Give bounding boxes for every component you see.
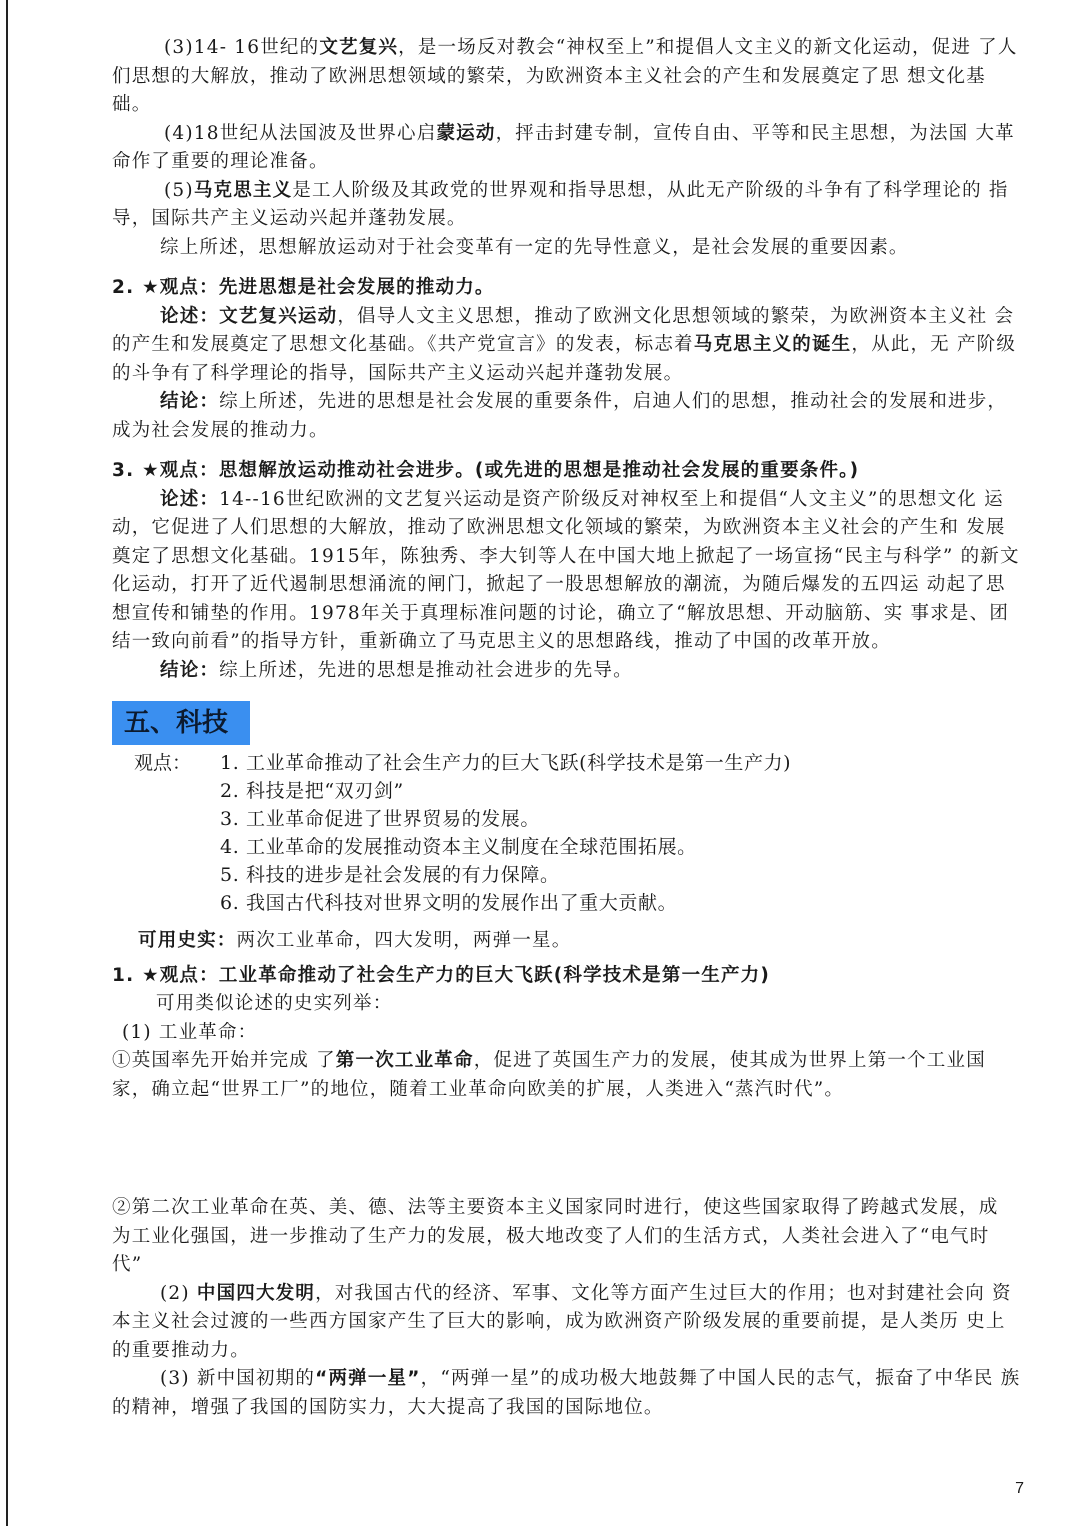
views-item: 6. 我国古代科技对世界文明的发展作出了重大贡献。 [220, 892, 678, 914]
view-2-title: 2. ★观点：先进思想是社会发展的推动力。 [112, 277, 495, 298]
industrial-point-2: ②第二次工业革命在英、美、德、法等主要资本主义国家同时进行，使这些国家取得了跨越式发展，成 为工业化强国，进一步推动了生产力的发展，极大地改变了人们的生活方式，人类社会进入了“电气时 代” [112, 1197, 999, 1275]
two-bombs-one-satellite: (3) 新中国初期的“两弹一星”，“两弹一星”的成功极大地鼓舞了中国人民的志气，振奋了中华民 族的精神，增强了我国的国防实力，大大提高了我国的国际地位。 [112, 1368, 1021, 1418]
page-number: 7 [1015, 1480, 1024, 1497]
intro-item-5: (5)马克思主义是工人阶级及其政党的世界观和指导思想，从此无产阶级的斗争有了科学理论的 指导，国际共产主义运动兴起并蓬勃发展。 [112, 179, 1009, 229]
blank-space [112, 1104, 1024, 1194]
view-3-conclusion: 结论：综上所述，先进的思想是推动社会进步的先导。 [160, 659, 633, 681]
industrial-view-title: 1. ★观点：工业革命推动了社会生产力的巨大飞跃(科学技术是第一生产力) [112, 964, 771, 986]
views-item: 1. 工业革命推动了社会生产力的巨大飞跃(科学技术是第一生产力) [220, 752, 792, 774]
views-item: 3. 工业革命促进了世界贸易的发展。 [220, 808, 540, 830]
section-heading-tech: 五、科技 [112, 701, 250, 745]
document-page [112, 34, 1024, 1422]
industrial-subtitle: (1) 工业革命： [122, 1021, 258, 1043]
view-2-conclusion: 结论：综上所述，先进的思想是社会发展的重要条件，启迪人们的思想，推动社会的发展和进步， 成为社会发展的推动力。 [112, 391, 1008, 441]
view-3-argument: 论述：14--16世纪欧洲的文艺复兴运动是资产阶级反对神权至上和提倡“人文主义”的思想文化 运动，它促进了人们思想的大解放，推动了欧洲思想文化领域的繁荣，为欧洲资本主义社会的产生和 发展奠定了思想文化基础。1915年，陈独秀、李大钊等人在中国大地上掀起了一场宣扬“民主与科学” 的新文化运动，打开了近代遏制思想涌流的闸门，掀起了一股思想解放的潮流，为随后爆发的五四运 动起了思想宣传和铺垫的作用。1978年关于真理标准问题的讨论，确立了“解放思想、开动脑筋、实 事求是、团结一致向前看”的指导方针，重新确立了马克思主义的思想路线，推动了中国的改革开放。 [112, 488, 1020, 652]
intro-item-3: (3)14- 16世纪的文艺复兴，是一场反对教会“神权至上”和提倡人文主义的新文化运动，促进 了人们思想的大解放，推动了欧洲思想领域的繁荣，为欧洲资本主义社会的产生和发展奠定了思 想文化基础。 [112, 37, 1018, 115]
industrial-intro: 可用类似论述的史实列举： [156, 993, 393, 1014]
views-item: 2. 科技是把“双刃剑” [220, 780, 404, 802]
left-edge-rule [6, 0, 8, 1526]
view-3-title: 3. ★观点：思想解放运动推动社会进步。(或先进的思想是推动社会发展的重要条件。) [112, 460, 860, 481]
intro-summary: 综上所述，思想解放运动对于社会变革有一定的先导性意义，是社会发展的重要因素。 [160, 236, 909, 258]
views-label: 观点： [134, 752, 192, 774]
views-item: 4. 工业革命的发展推动资本主义制度在全球范围拓展。 [220, 836, 697, 858]
usable-history: 可用史实：两次工业革命，四大发明，两弹一星。 [138, 930, 572, 951]
industrial-point-1: ①英国率先开始并完成 了第一次工业革命，促进了英国生产力的发展，使其成为世界上第一个工业国 家，确立起“世界工厂”的地位，随着工业革命向欧美的扩展，人类进入“蒸汽时代”。 [112, 1050, 986, 1100]
views-list [112, 749, 1024, 917]
view-2-argument: 论述：文艺复兴运动，倡导人文主义思想，推动了欧洲文化思想领域的繁荣，为欧洲资本主义社 会的产生和发展奠定了思想文化基础。《共产党宣言》的发表，标志着马克思主义的诞生，从此，无 产阶级的斗争有了科学理论的指导，国际共产主义运动兴起并蓬勃发展。 [112, 305, 1017, 384]
four-inventions: (2) 中国四大发明，对我国古代的经济、军事、文化等方面产生过巨大的作用；也对封建社会向 资本主义社会过渡的一些西方国家产生了巨大的影响，成为欧洲资产阶级发展的重要前提，是人类历 史上的重要推动力。 [112, 1282, 1012, 1361]
intro-item-4: (4)18世纪从法国波及世界心启蒙运动，抨击封建专制，宣传自由、平等和民主思想，为法国 大革命作了重要的理论准备。 [112, 122, 1015, 172]
views-item: 5. 科技的进步是社会发展的有力保障。 [220, 864, 560, 886]
